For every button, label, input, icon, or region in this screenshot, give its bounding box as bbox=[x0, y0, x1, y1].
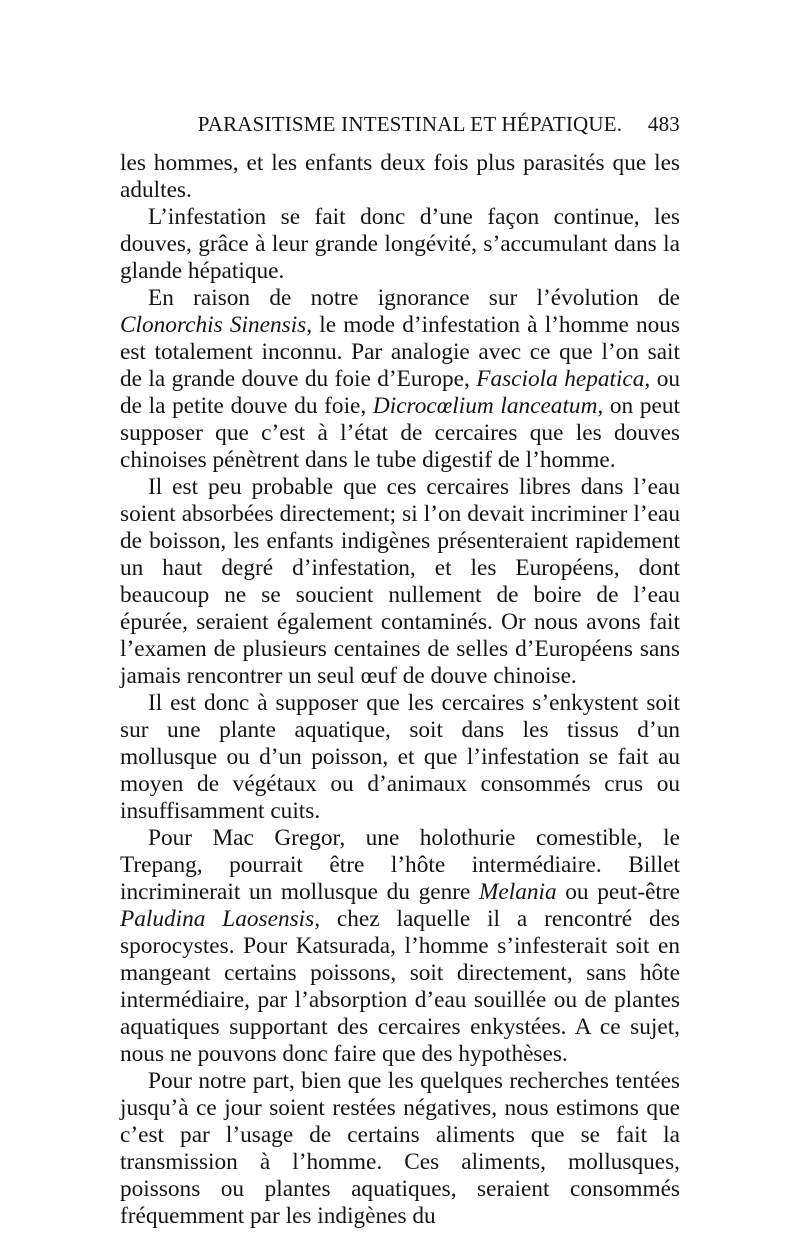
paragraph-infestation: L’infestation se fait donc d’une façon continue, les douves, grâce à leur grande longévité, s’accumulant dans la glande hépatique. bbox=[120, 204, 680, 284]
text-run: on peut supposer que c’est à l’état de cercaires que les douves chinoises pénètrent dans le tube digestif de l’homme. bbox=[120, 393, 680, 473]
paragraph-ignorance bbox=[120, 285, 680, 474]
text-run: En raison de notre ignorance sur l’évolution de bbox=[148, 285, 680, 311]
paragraph-mac-gregor bbox=[120, 825, 680, 1068]
running-header bbox=[120, 112, 680, 142]
text-run: le mode d’infestation à l’homme nous est totalement inconnu. Par analogie avec ce que l’on sait de la grande douve du foie d’Europe, bbox=[120, 312, 680, 392]
running-title: PARASITISME INTESTINAL ET HÉPATIQUE. bbox=[197, 112, 623, 136]
page bbox=[120, 112, 680, 1230]
page-number: 483 bbox=[647, 112, 680, 136]
species-name: Paludina Laosensis, bbox=[120, 906, 321, 932]
text-run: ou peut-être bbox=[556, 879, 680, 905]
text-run: chez laquelle il a rencontré des sporocystes. Pour Katsurada, l’homme s’infesterait soit en mangeant certains poissons, soit directement, sans hôte intermédiaire, par l’absorption d’eau souillée ou de plantes aquatiques supportant des cercaires enkystées. A ce sujet, nous ne pouvons donc faire que des hypothèses. bbox=[120, 906, 681, 1067]
species-name: Clonorchis Sinensis, bbox=[120, 312, 313, 338]
species-name: Melania bbox=[478, 879, 557, 905]
body-text bbox=[120, 150, 680, 1230]
paragraph-enkystent: Il est donc à supposer que les cercaires s’enkystent soit sur une plante aquatique, soit dans les tissus d’un mollusque ou d’un poisson, et que l’infestation se fait au moyen de végétaux ou d’animaux consommés crus ou insuffisamment cuits. bbox=[120, 690, 680, 824]
species-name: Dicrocœlium lanceatum, bbox=[372, 393, 604, 419]
species-name: Fasciola hepatica, bbox=[476, 366, 651, 392]
text-run: Pour Mac Gregor, une holothurie comestible, le Trepang, pourrait être l’hôte intermédiaire. Billet incriminerait un mollusque du genre bbox=[120, 825, 680, 905]
text-run: ou de la petite douve du foie, bbox=[120, 366, 680, 419]
paragraph-cercaires: Il est peu probable que ces cercaires libres dans l’eau soient absorbées directement; si l’on devait incriminer l’eau de boisson, les enfants indigènes présenteraient rapidement un haut degré d’infestation, et les Européens, dont beaucoup ne se soucient nullement de boire de l’eau épurée, seraient également contaminés. Or nous avons fait l’examen de plusieurs centaines de selles d’Européens sans jamais rencontrer un seul œuf de douve chinoise. bbox=[120, 474, 680, 689]
paragraph-notre-part: Pour notre part, bien que les quelques recherches tentées jusqu’à ce jour soient restées négatives, nous estimons que c’est par l’usage de certains aliments que se fait la transmission à l’homme. Ces aliments, mollusques, poissons ou plantes aquatiques, seraient consommés fréquemment par les indigènes du bbox=[120, 1068, 680, 1229]
paragraph-continued: les hommes, et les enfants deux fois plus parasités que les adultes. bbox=[120, 150, 680, 203]
